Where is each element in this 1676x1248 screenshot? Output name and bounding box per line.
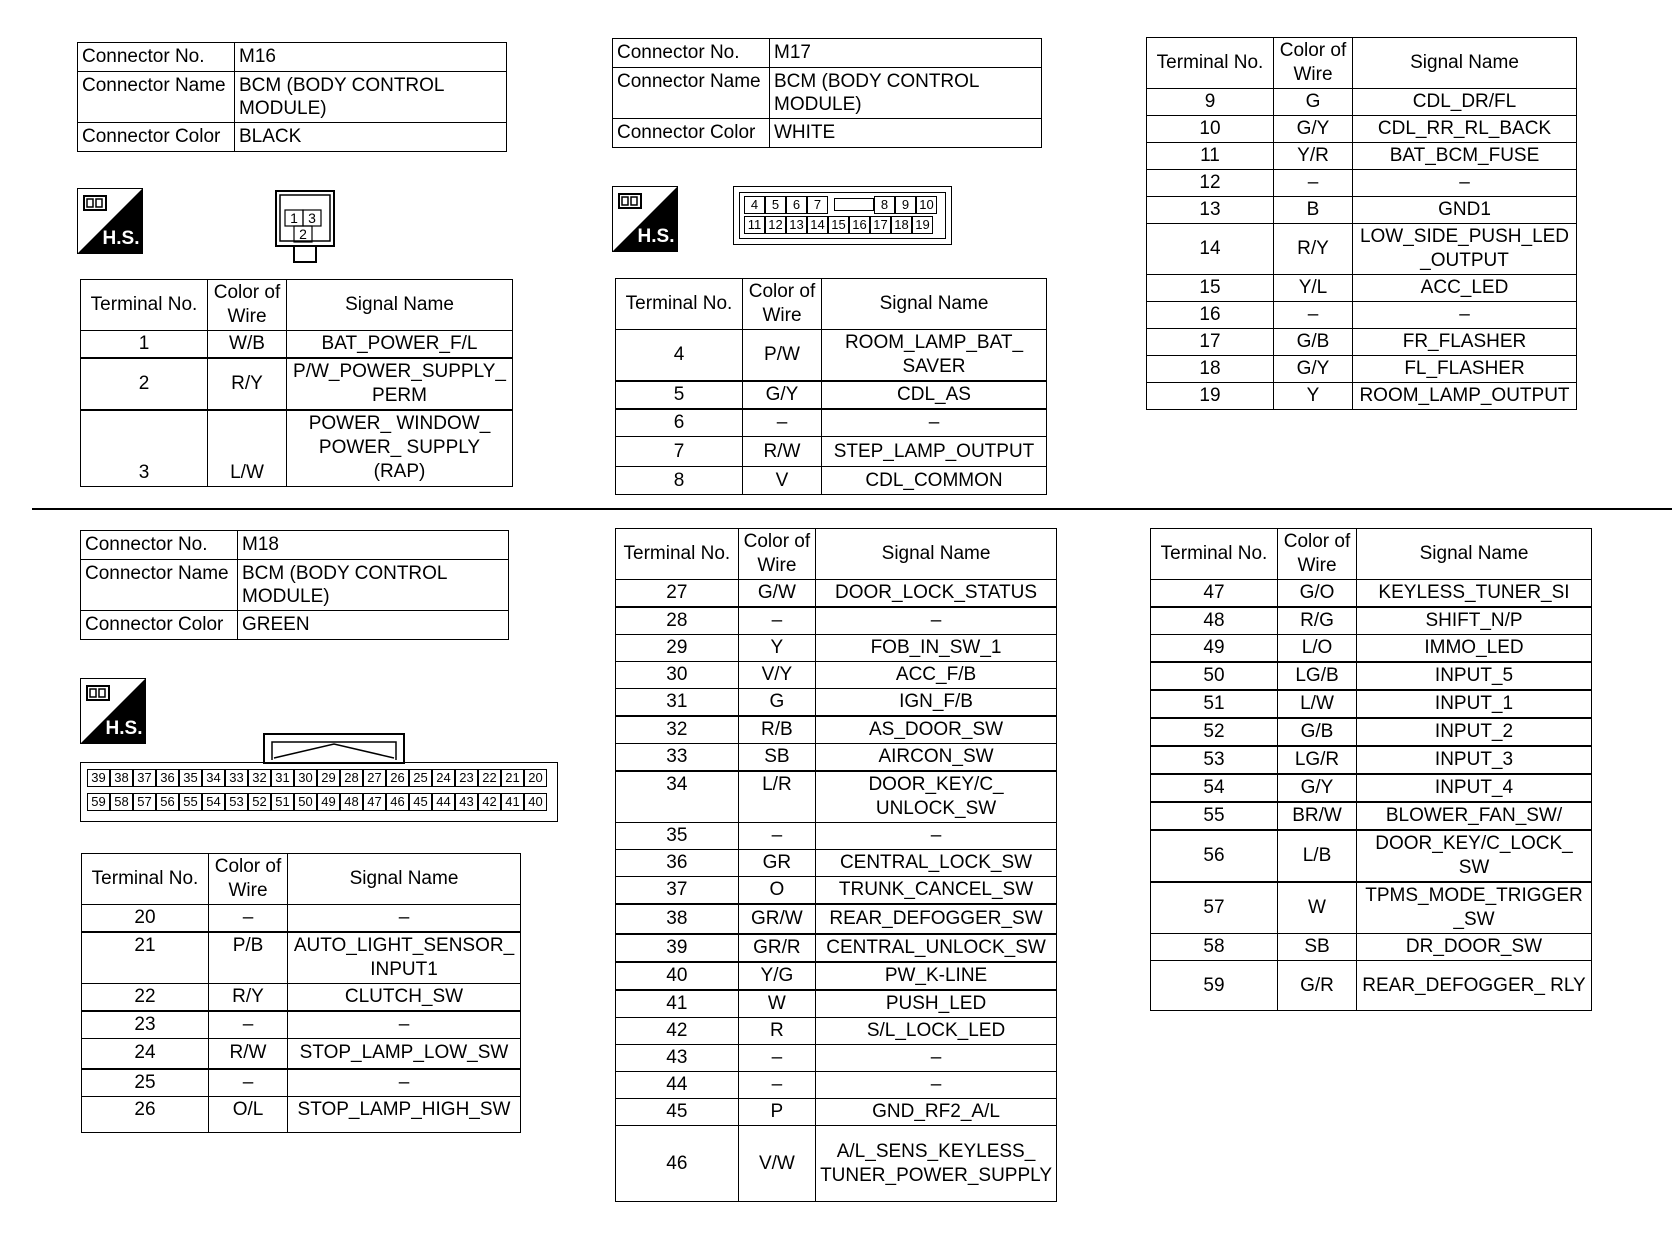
header-terminal: Terminal No. xyxy=(81,280,208,331)
connector-pin: 13 xyxy=(786,216,807,234)
connector-pin: 25 xyxy=(409,769,432,787)
hs-icon xyxy=(612,186,678,252)
table-row: 45 P GND_RF2_A/L xyxy=(616,1099,1057,1126)
connector-pin: 15 xyxy=(828,216,849,234)
connector-color-label: Connector Color xyxy=(78,123,235,152)
hs-icon xyxy=(77,188,143,254)
connector-pin: 11 xyxy=(744,216,765,234)
table-row: 58 SB DR_DOOR_SW xyxy=(1151,934,1592,961)
connector-pin: 28 xyxy=(340,769,363,787)
connector-key-slot xyxy=(834,198,874,211)
connector-pin: 31 xyxy=(271,769,294,787)
connector-pin: 53 xyxy=(225,793,248,811)
pin: 2 xyxy=(299,226,307,242)
table-row: 9 G CDL_DR/FL xyxy=(1147,89,1577,116)
connector-color-value: BLACK xyxy=(235,123,507,152)
connector-color-label: Connector Color xyxy=(613,119,770,148)
connector-pin: 47 xyxy=(363,793,386,811)
header-signal: Signal Name xyxy=(287,280,513,331)
table-row: 6 – – xyxy=(616,409,1047,437)
connector-pin: 46 xyxy=(386,793,409,811)
table-row: 36 GR CENTRAL_LOCK_SW xyxy=(616,850,1057,877)
connector-pin: 20 xyxy=(524,769,547,787)
connector-color-value: GREEN xyxy=(238,611,509,640)
table-row: 27 G/W DOOR_LOCK_STATUS xyxy=(616,580,1057,608)
connector-pin: 16 xyxy=(849,216,870,234)
table-row: 12 – – xyxy=(1147,170,1577,197)
header-terminal: Terminal No. xyxy=(1151,529,1278,580)
connector-pin: 38 xyxy=(110,769,133,787)
header-signal: Signal Name xyxy=(288,854,521,905)
connector-color-label: Connector Color xyxy=(81,611,238,640)
connector-color-value: WHITE xyxy=(770,119,1042,148)
m18-terminal-table-3 xyxy=(1150,528,1592,1011)
table-row: 46 V/W A/L_SENS_KEYLESS_ TUNER_POWER_SUPPLY xyxy=(616,1126,1057,1202)
header-wire-color: Color of Wire xyxy=(738,529,815,580)
table-row: 15 Y/L ACC_LED xyxy=(1147,275,1577,302)
table-row: 10 G/Y CDL_RR_RL_BACK xyxy=(1147,116,1577,143)
connector-no-value: M16 xyxy=(235,43,507,72)
connector-pin: 41 xyxy=(501,793,524,811)
connector-pin: 5 xyxy=(765,196,786,214)
table-row: 44 – – xyxy=(616,1072,1057,1099)
connector-pin: 22 xyxy=(478,769,501,787)
connector-pin: 52 xyxy=(248,793,271,811)
connector-pin: 49 xyxy=(317,793,340,811)
m16-info-table xyxy=(77,42,507,152)
header-signal: Signal Name xyxy=(1353,38,1577,89)
connector-pin: 10 xyxy=(916,196,937,214)
connector-pin: 30 xyxy=(294,769,317,787)
header-wire-color: Color of Wire xyxy=(209,854,288,905)
m17-terminal-table-continued xyxy=(1146,37,1577,410)
connector-pin: 45 xyxy=(409,793,432,811)
table-row: 16 – – xyxy=(1147,302,1577,329)
connector-pin: 17 xyxy=(870,216,891,234)
connector-pin: 36 xyxy=(156,769,179,787)
table-row: 1 W/B BAT_POWER_F/L xyxy=(81,331,513,359)
header-wire-color: Color of Wire xyxy=(743,279,822,330)
table-row: 59 G/R REAR_DEFOGGER_ RLY xyxy=(1151,961,1592,1011)
table-row: 53 LG/R INPUT_3 xyxy=(1151,746,1592,774)
table-row: 30 V/Y ACC_F/B xyxy=(616,662,1057,689)
table-row: 56 L/B DOOR_KEY/C_LOCK_ SW xyxy=(1151,830,1592,882)
connector-pin: 24 xyxy=(432,769,455,787)
connector-pin: 6 xyxy=(786,196,807,214)
connector-pin: 35 xyxy=(179,769,202,787)
header-wire-color: Color of Wire xyxy=(1278,529,1357,580)
connector-pin: 37 xyxy=(133,769,156,787)
connector-no-value: M17 xyxy=(770,39,1042,68)
hs-icon xyxy=(80,678,146,744)
connector-pin: 32 xyxy=(248,769,271,787)
header-wire-color: Color of Wire xyxy=(208,280,287,331)
table-row: 32 R/B AS_DOOR_SW xyxy=(616,716,1057,744)
connector-pin: 56 xyxy=(156,793,179,811)
connector-pin: 21 xyxy=(501,769,524,787)
m17-terminal-table xyxy=(615,278,1047,495)
connector-pin: 55 xyxy=(179,793,202,811)
table-row: 39 GR/R CENTRAL_UNLOCK_SW xyxy=(616,934,1057,962)
table-row: 37 O TRUNK_CANCEL_SW xyxy=(616,877,1057,905)
table-row: 20 – – xyxy=(82,905,521,933)
table-row: 21 P/B AUTO_LIGHT_SENSOR_INPUT1 xyxy=(82,932,521,984)
connector-pin: 14 xyxy=(807,216,828,234)
connector-pin: 44 xyxy=(432,793,455,811)
table-row: 8 V CDL_COMMON xyxy=(616,467,1047,495)
connector-name-label: Connector Name xyxy=(81,560,238,611)
connector-name-value: BCM (BODY CONTROL MODULE) xyxy=(238,560,509,611)
connector-pin: 58 xyxy=(110,793,133,811)
connector-pin: 39 xyxy=(87,769,110,787)
header-terminal: Terminal No. xyxy=(616,529,739,580)
header-terminal: Terminal No. xyxy=(82,854,209,905)
connector-pin: 43 xyxy=(455,793,478,811)
connector-pin: 33 xyxy=(225,769,248,787)
connector-no-label: Connector No. xyxy=(78,43,235,72)
table-row: 28 – – xyxy=(616,607,1057,635)
header-signal: Signal Name xyxy=(1357,529,1592,580)
connector-pin: 57 xyxy=(133,793,156,811)
m18-terminal-table xyxy=(81,853,521,1133)
table-row: 29 Y FOB_IN_SW_1 xyxy=(616,635,1057,662)
connector-pin: 48 xyxy=(340,793,363,811)
table-row: 2 R/Y P/W_POWER_SUPPLY_PERM xyxy=(81,358,513,410)
connector-pin: 4 xyxy=(744,196,765,214)
table-row: 18 G/Y FL_FLASHER xyxy=(1147,356,1577,383)
table-row: 22 R/Y CLUTCH_SW xyxy=(82,984,521,1012)
m18-info-table xyxy=(80,530,509,640)
header-wire-color: Color of Wire xyxy=(1274,38,1353,89)
table-row: 52 G/B INPUT_2 xyxy=(1151,718,1592,746)
connector-pin: 26 xyxy=(386,769,409,787)
table-row: 11 Y/R BAT_BCM_FUSE xyxy=(1147,143,1577,170)
table-row: 50 LG/B INPUT_5 xyxy=(1151,662,1592,690)
table-row: 51 L/W INPUT_1 xyxy=(1151,690,1592,718)
m18-terminal-table-2 xyxy=(615,528,1057,1202)
hs-label: H.S. xyxy=(105,718,143,739)
connector-name-label: Connector Name xyxy=(613,68,770,119)
connector-pin: 50 xyxy=(294,793,317,811)
table-row: 19 Y ROOM_LAMP_OUTPUT xyxy=(1147,383,1577,410)
table-row: 23 – – xyxy=(82,1011,521,1039)
table-row: 34 L/R DOOR_KEY/C_ UNLOCK_SW xyxy=(616,771,1057,823)
table-row: 17 G/B FR_FLASHER xyxy=(1147,329,1577,356)
connector-name-value: BCM (BODY CONTROL MODULE) xyxy=(235,72,507,123)
section-divider xyxy=(32,508,1672,510)
table-row: 41 W PUSH_LED xyxy=(616,990,1057,1018)
header-signal: Signal Name xyxy=(816,529,1057,580)
connector-pin: 9 xyxy=(895,196,916,214)
table-row: 42 R S/L_LOCK_LED xyxy=(616,1018,1057,1045)
connector-pin: 51 xyxy=(271,793,294,811)
connector-pin: 34 xyxy=(202,769,225,787)
connector-pin: 19 xyxy=(912,216,933,234)
table-row: 7 R/W STEP_LAMP_OUTPUT xyxy=(616,437,1047,467)
connector-pin: 54 xyxy=(202,793,225,811)
table-row: 33 SB AIRCON_SW xyxy=(616,744,1057,772)
connector-pin: 42 xyxy=(478,793,501,811)
connector-pin: 40 xyxy=(524,793,547,811)
table-row: 13 B GND1 xyxy=(1147,197,1577,224)
pin: 1 xyxy=(290,210,298,226)
header-terminal: Terminal No. xyxy=(616,279,743,330)
table-row: 49 L/O IMMO_LED xyxy=(1151,635,1592,663)
table-row: 54 G/Y INPUT_4 xyxy=(1151,774,1592,802)
connector-name-value: BCM (BODY CONTROL MODULE) xyxy=(770,68,1042,119)
table-row: 43 – – xyxy=(616,1045,1057,1072)
table-row: 3 L/W POWER_ WINDOW_ POWER_ SUPPLY (RAP) xyxy=(81,410,513,486)
connector-pin: 23 xyxy=(455,769,478,787)
connector-pin: 59 xyxy=(87,793,110,811)
table-row: 4 P/W ROOM_LAMP_BAT_ SAVER xyxy=(616,330,1047,382)
m17-connector-face xyxy=(733,186,952,245)
table-row: 40 Y/G PW_K-LINE xyxy=(616,962,1057,990)
m16-terminal-table xyxy=(80,279,513,487)
connector-no-label: Connector No. xyxy=(81,531,238,560)
connector-pin: 18 xyxy=(891,216,912,234)
pin: 3 xyxy=(308,210,316,226)
m16-connector-face xyxy=(274,189,338,265)
header-terminal: Terminal No. xyxy=(1147,38,1274,89)
connector-pin: 8 xyxy=(874,196,895,214)
connector-no-value: M18 xyxy=(238,531,509,560)
connector-pin: 12 xyxy=(765,216,786,234)
table-row: 35 – – xyxy=(616,823,1057,850)
table-row: 14 R/Y LOW_SIDE_PUSH_LED_OUTPUT xyxy=(1147,224,1577,275)
table-row: 26 O/L STOP_LAMP_HIGH_SW xyxy=(82,1096,521,1132)
table-row: 57 W TPMS_MODE_TRIGGER_SW xyxy=(1151,882,1592,934)
m18-connector-latch xyxy=(262,732,412,764)
connector-pin: 27 xyxy=(363,769,386,787)
table-row: 5 G/Y CDL_AS xyxy=(616,381,1047,409)
table-row: 55 BR/W BLOWER_FAN_SW/ xyxy=(1151,802,1592,830)
table-row: 25 – – xyxy=(82,1069,521,1097)
m18-connector-face xyxy=(80,762,558,822)
connector-name-label: Connector Name xyxy=(78,72,235,123)
connector-pin: 7 xyxy=(807,196,828,214)
table-row: 47 G/O KEYLESS_TUNER_SI xyxy=(1151,580,1592,608)
hs-label: H.S. xyxy=(637,226,675,247)
m17-info-table xyxy=(612,38,1042,148)
table-row: 38 GR/W REAR_DEFOGGER_SW xyxy=(616,904,1057,934)
table-row: 48 R/G SHIFT_N/P xyxy=(1151,607,1592,635)
table-row: 31 G IGN_F/B xyxy=(616,689,1057,717)
header-signal: Signal Name xyxy=(822,279,1047,330)
hs-label: H.S. xyxy=(102,228,140,249)
connector-pin: 29 xyxy=(317,769,340,787)
connector-no-label: Connector No. xyxy=(613,39,770,68)
table-row: 24 R/W STOP_LAMP_LOW_SW xyxy=(82,1039,521,1069)
